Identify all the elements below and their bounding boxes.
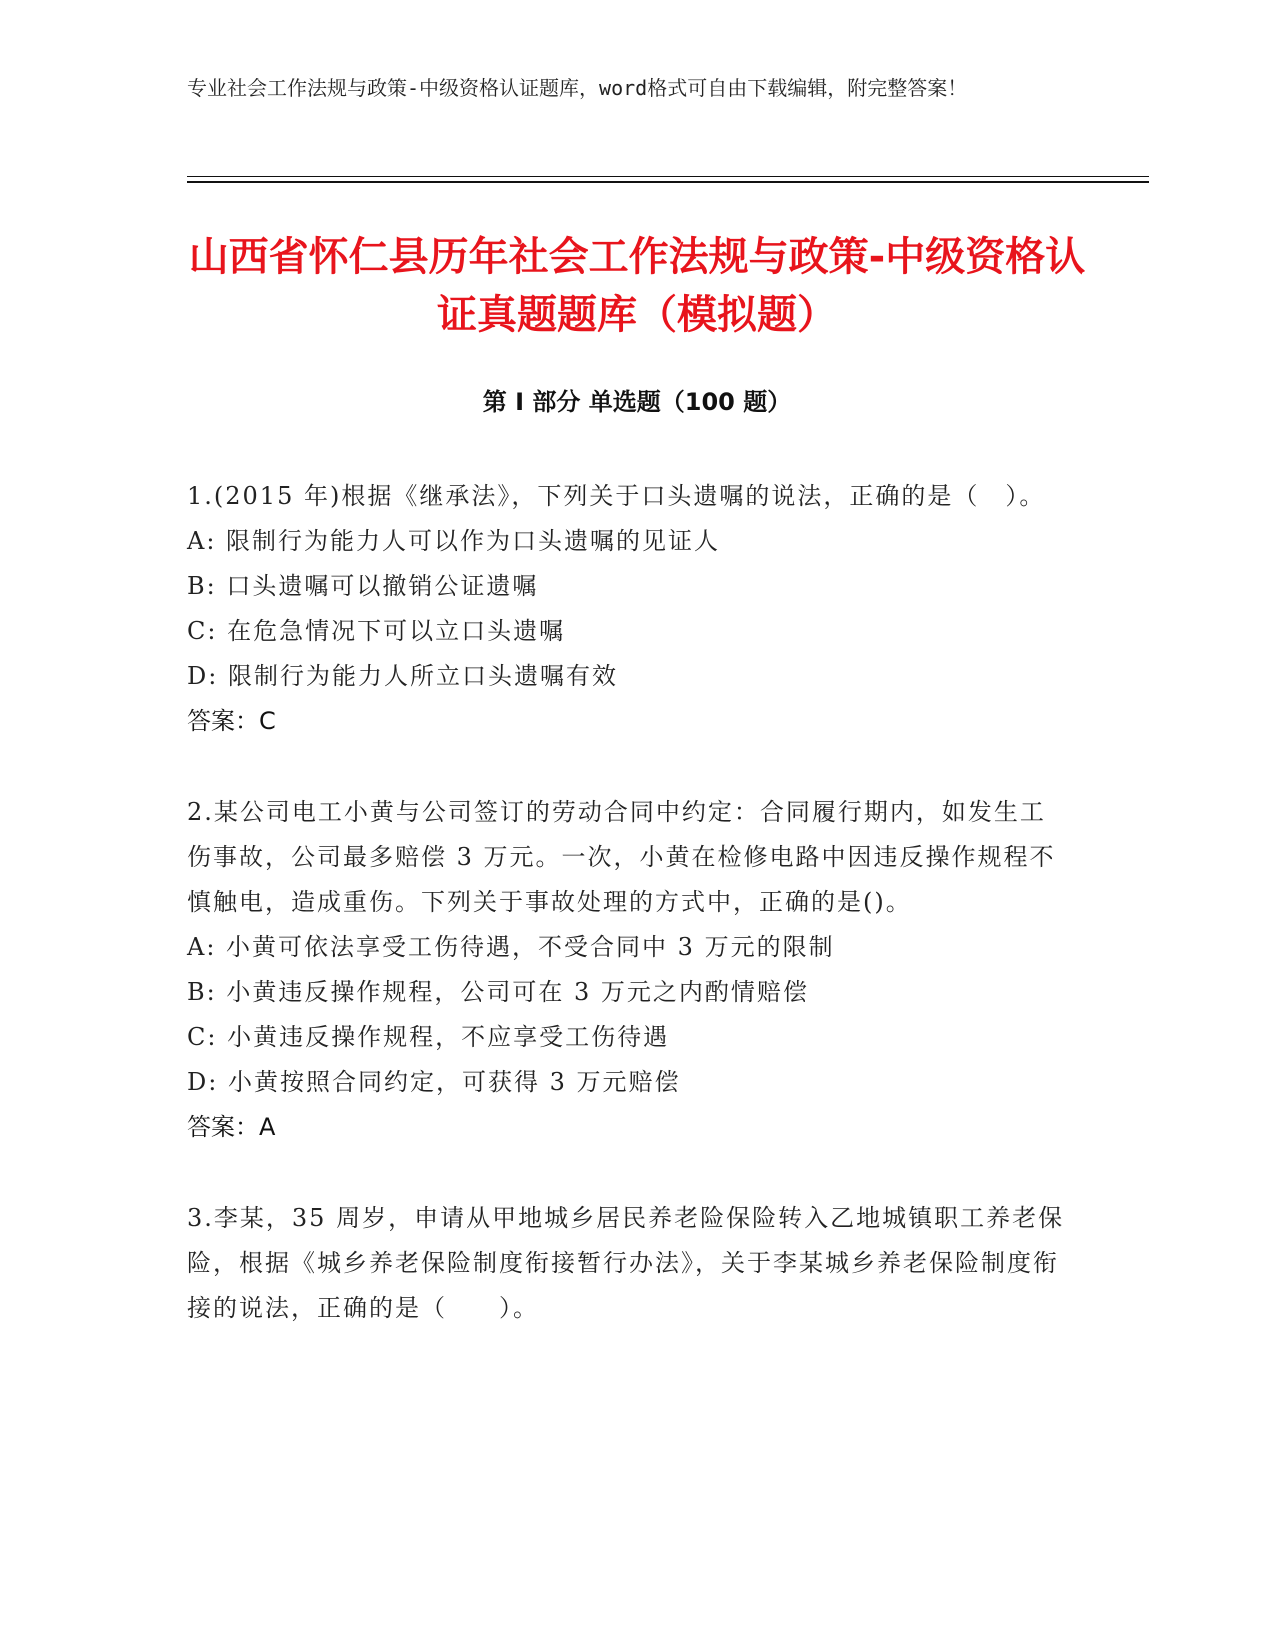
header-note: 专业社会工作法规与政策-中级资格认证题库，word格式可自由下载编辑，附完整答案！ xyxy=(187,76,968,100)
option-a: A: 小黄可依法享受工伤待遇，不受合同中 3 万元的限制 xyxy=(187,933,835,961)
answer-line: 答案：C xyxy=(187,707,276,735)
question-list xyxy=(187,474,1067,1377)
option-d: D: 小黄按照合同约定，可获得 3 万元赔偿 xyxy=(187,1068,681,1096)
header-divider-thin xyxy=(187,176,1149,177)
option-b: B: 口头遗嘱可以撤销公证遗嘱 xyxy=(187,572,539,600)
question-stem: 1.(2015 年)根据《继承法》，下列关于口头遗嘱的说法，正确的是（ ）。 xyxy=(187,482,1046,510)
option-b: B: 小黄违反操作规程，公司可在 3 万元之内酌情赔偿 xyxy=(187,978,809,1006)
document-title: 山西省怀仁县历年社会工作法规与政策-中级资格认证真题题库（模拟题） xyxy=(188,234,1086,338)
option-d: D: 限制行为能力人所立口头遗嘱有效 xyxy=(187,662,618,690)
question-1 xyxy=(187,474,1067,744)
question-3 xyxy=(187,1196,1067,1331)
header-divider-thick xyxy=(187,181,1149,183)
option-c: C: 在危急情况下可以立口头遗嘱 xyxy=(187,617,566,645)
question-stem: 3.李某，35 周岁，申请从甲地城乡居民养老险保险转入乙地城镇职工养老保险，根据《城乡养老保险制度衔接暂行办法》，关于李某城乡养老保险制度衔接的说法，正确的是（ ）。 xyxy=(187,1204,1065,1322)
answer-line: 答案：A xyxy=(187,1113,276,1141)
question-stem: 2.某公司电工小黄与公司签订的劳动合同中约定：合同履行期内，如发生工伤事故，公司最多赔偿 3 万元。一次，小黄在检修电路中因违反操作规程不慎触电，造成重伤。下列关于事故处理的方式中，正确的是()。 xyxy=(187,798,1056,916)
section-heading: 第 I 部分 单选题（100 题） xyxy=(482,388,792,416)
option-a: A: 限制行为能力人可以作为口头遗嘱的见证人 xyxy=(187,527,721,555)
question-2 xyxy=(187,790,1067,1150)
option-c: C: 小黄违反操作规程，不应享受工伤待遇 xyxy=(187,1023,670,1051)
